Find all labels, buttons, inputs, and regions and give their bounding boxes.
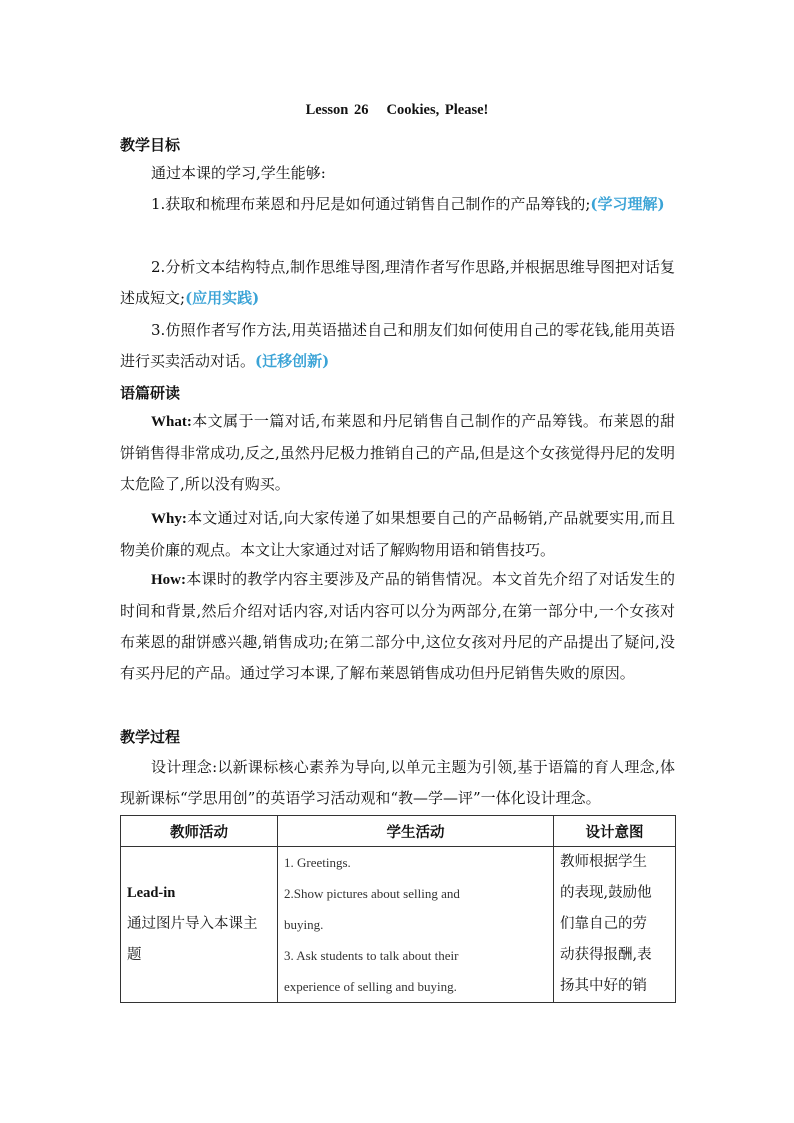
- objective-item-3: [120, 315, 675, 377]
- lesson-title: [0, 102, 794, 119]
- objectives-heading: 教学目标: [120, 136, 181, 154]
- stage-description: 通过图片导入本课主题: [127, 916, 258, 963]
- intent-line: 教师根据学生: [560, 854, 647, 870]
- objective-tag: (应用实践): [185, 289, 260, 307]
- student-line: 3. Ask students to talk about their: [284, 948, 459, 963]
- analysis-why: [120, 503, 675, 566]
- stage-label: Lead-in: [127, 885, 176, 901]
- why-text: 本文通过对话,向大家传递了如果想要自己的产品畅销,产品就要实用,而且物美价廉的观点。本文让大家通过对话了解购物用语和销售技巧。: [120, 509, 675, 559]
- lesson-name: Cookies, Please!: [386, 102, 489, 118]
- student-line: 2.Show pictures about selling and: [284, 886, 460, 901]
- objective-item-2: [120, 252, 675, 314]
- lesson-plan-table: [120, 815, 676, 1003]
- design-concept: 设计理念:以新课标核心素养为导向,以单元主题为引领,基于语篇的育人理念,体现新课标“学思用创”的英语学习活动观和“教—学—评”一体化设计理念。: [120, 758, 675, 807]
- intent-line: 的表现,鼓励他: [560, 885, 652, 901]
- student-line: 1. Greetings.: [284, 855, 351, 870]
- intent-line: 扬其中好的销: [560, 978, 647, 994]
- student-line: experience of selling and buying.: [284, 979, 457, 994]
- table-header-row: [121, 816, 676, 847]
- objective-text: 3.仿照作者写作方法,用英语描述自己和朋友们如何使用自己的零花钱,能用英语进行买卖活动对话。: [120, 321, 675, 370]
- student-activity-cell: [278, 847, 554, 1003]
- intent-line: 动获得报酬,表: [560, 947, 652, 963]
- intent-line: 们靠自己的劳: [560, 916, 647, 932]
- process-heading: 教学过程: [120, 728, 181, 746]
- design-intent-cell: [554, 847, 676, 1003]
- analysis-heading: 语篇研读: [120, 384, 181, 402]
- teacher-activity-cell: [121, 847, 278, 1003]
- objective-tag: (学习理解): [590, 195, 665, 213]
- what-text: 本文属于一篇对话,布莱恩和丹尼销售自己制作的产品筹钱。布莱恩的甜饼销售得非常成功,反之,虽然丹尼极力推销自己的产品,但是这个女孩觉得丹尼的发明太危险了,所以没有购买。: [120, 412, 675, 493]
- how-text: 本课时的教学内容主要涉及产品的销售情况。本文首先介绍了对话发生的时间和背景,然后介绍对话内容,对话内容可以分为两部分,在第一部分中,一个女孩对布莱恩的甜饼感兴趣,销售成功;在第二部分中,这位女孩对丹尼的产品提出了疑问,没有买丹尼的产品。通过学习本课,了解布莱恩销售成功但丹尼销售失败的原因。: [120, 570, 675, 682]
- objective-tag: (迁移创新): [255, 352, 330, 370]
- objective-text: 2.分析文本结构特点,制作思维导图,理清作者写作思路,并根据思维导图把对话复述成短文;: [120, 258, 675, 307]
- objective-item-1: [120, 189, 675, 220]
- what-label: What:: [151, 414, 192, 430]
- objective-text: 1.获取和梳理布莱恩和丹尼是如何通过销售自己制作的产品筹钱的;: [151, 195, 591, 213]
- column-header-intent: 设计意图: [554, 816, 676, 847]
- how-label: How:: [151, 572, 186, 588]
- lesson-number: Lesson 26: [305, 102, 369, 118]
- student-line: buying.: [284, 917, 324, 932]
- column-header-teacher: 教师活动: [121, 816, 278, 847]
- objectives-intro: 通过本课的学习,学生能够:: [151, 164, 326, 182]
- why-label: Why:: [151, 511, 187, 527]
- table-row: [121, 847, 676, 1003]
- column-header-student: 学生活动: [278, 816, 554, 847]
- analysis-what: [120, 406, 675, 500]
- analysis-how: [120, 564, 675, 689]
